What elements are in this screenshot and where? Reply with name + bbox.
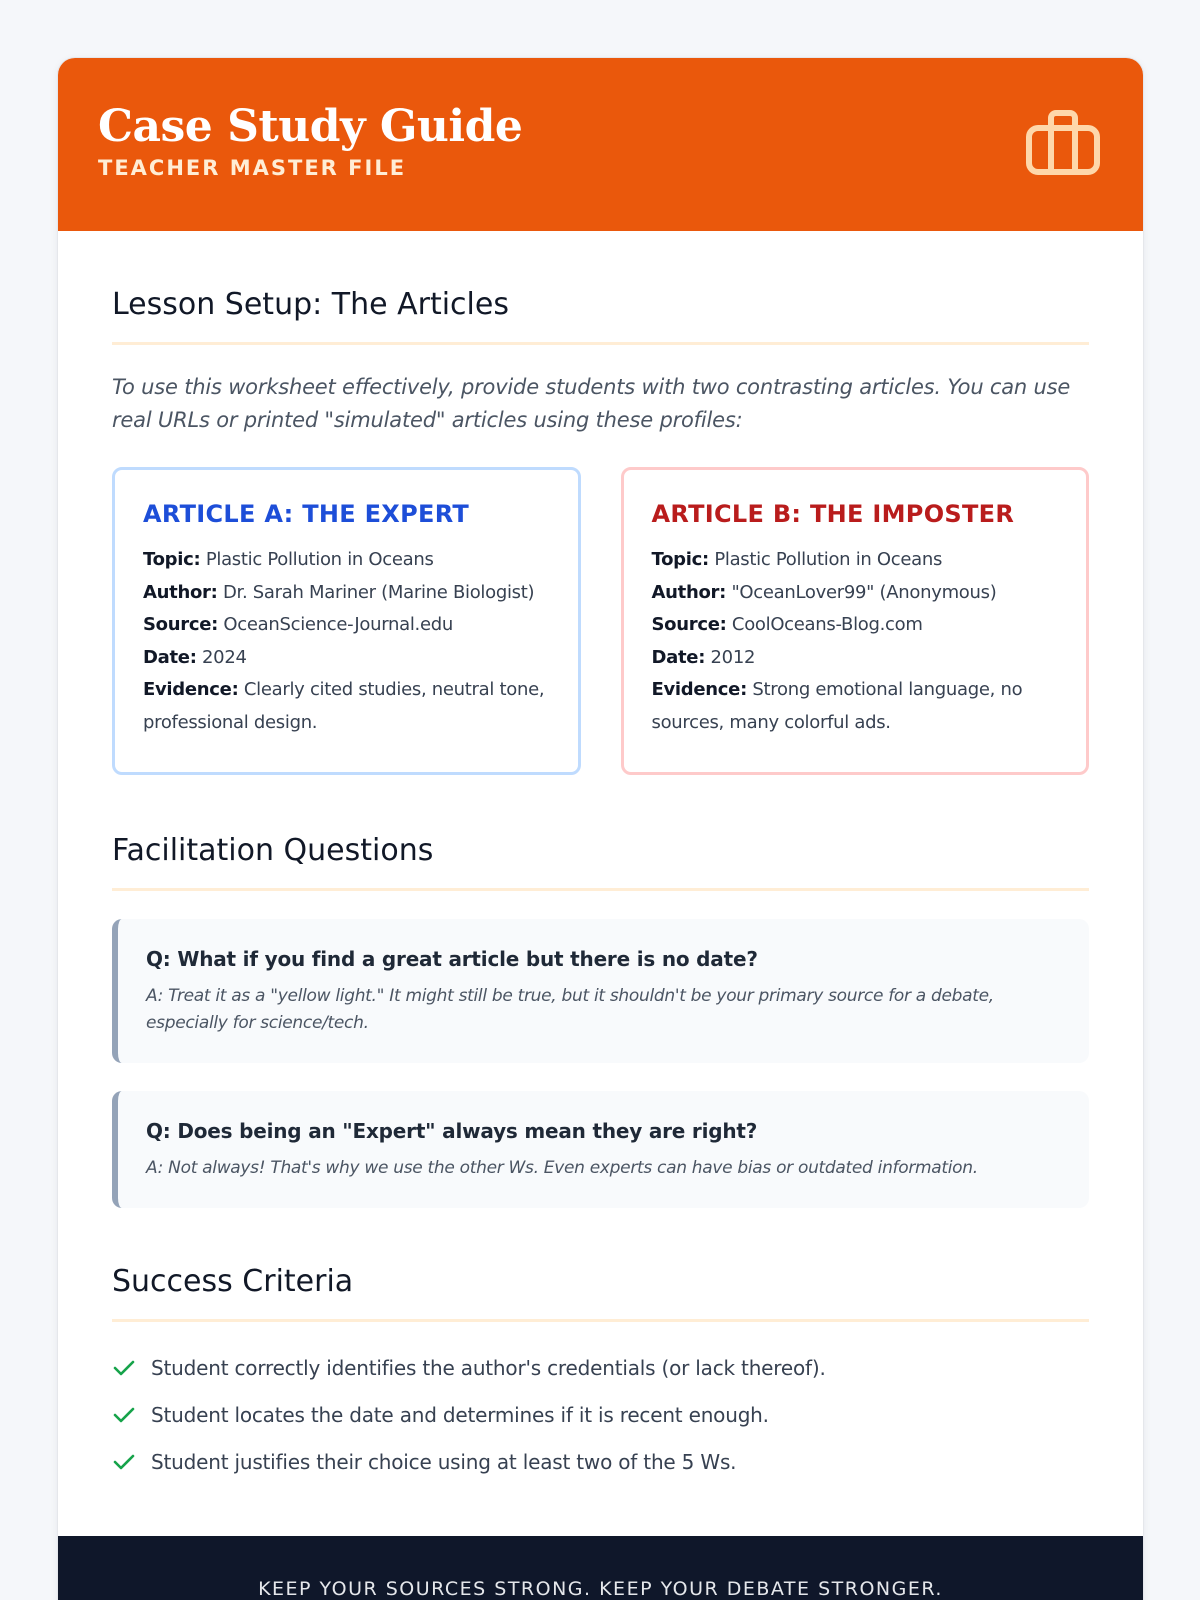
question-text: Q: What if you find a great article but there is no date? [146,947,758,971]
article-title: ARTICLE A: THE EXPERT [143,500,470,528]
check-icon [112,1452,136,1472]
briefcase-icon [1025,108,1101,178]
guide-card [57,57,1144,1600]
article-card-imposter [621,467,1090,775]
article-author: Author: "OceanLover99" (Anonymous) [651,581,997,603]
article-author: Author: Dr. Sarah Mariner (Marine Biologist) [143,581,535,603]
article-topic: Topic: Plastic Pollution in Oceans [651,549,943,570]
list-item [112,1391,1089,1438]
articles-grid [112,467,1089,775]
content [58,231,1143,1485]
question-text: Q: Does being an "Expert" always mean they are right? [146,1119,758,1143]
list-item [112,1438,1089,1485]
page-subtitle: TEACHER MASTER FILE [98,156,407,180]
header [58,58,1143,231]
footer-tagline: KEEP YOUR SOURCES STRONG. KEEP YOUR DEBATE STRONGER. [258,1578,943,1600]
check-icon [112,1405,136,1425]
list-item [112,1344,1089,1391]
answer-text: A: Treat it as a "yellow light." It might still be true, but it shouldn't be your primary source for a debate, especially for science/tech. [146,986,994,1033]
article-evidence: Evidence: Strong emotional language, no sources, many colorful ads. [651,679,1023,733]
setup-intro: To use this worksheet effectively, provide students with two contrasting articles. You can use real URLs or printed "simulated" articles using these profiles: [112,375,1071,432]
answer-text: A: Not always! That's why we use the other Ws. Even experts can have bias or outdated information. [146,1158,978,1178]
qa-item [112,1091,1089,1208]
article-title: ARTICLE B: THE IMPOSTER [651,500,1015,528]
criteria-text: Student correctly identifies the author's credentials (or lack thereof). [151,1355,826,1380]
section-title-setup: Lesson Setup: The Articles [112,287,1089,345]
check-icon [112,1358,136,1378]
qa-item [112,919,1089,1063]
lesson-setup-section [112,231,1089,775]
article-evidence: Evidence: Clearly cited studies, neutral tone, professional design. [143,679,545,733]
section-title-questions: Facilitation Questions [112,833,1089,891]
article-topic: Topic: Plastic Pollution in Oceans [143,549,434,570]
article-card-expert [112,467,581,775]
section-title-criteria: Success Criteria [112,1264,1089,1322]
article-source: Source: CoolOceans-Blog.com [651,614,923,635]
success-criteria-section [112,1264,1089,1485]
facilitation-section [112,833,1089,1208]
article-source: Source: OceanScience-Journal.edu [143,614,453,635]
criteria-list [112,1344,1089,1485]
page-title: Case Study Guide [98,101,523,152]
article-date: Date: 2012 [651,646,756,668]
footer [58,1536,1143,1600]
article-date: Date: 2024 [143,646,247,668]
criteria-text: Student locates the date and determines if it is recent enough. [151,1402,769,1427]
criteria-text: Student justifies their choice using at least two of the 5 Ws. [151,1449,737,1474]
